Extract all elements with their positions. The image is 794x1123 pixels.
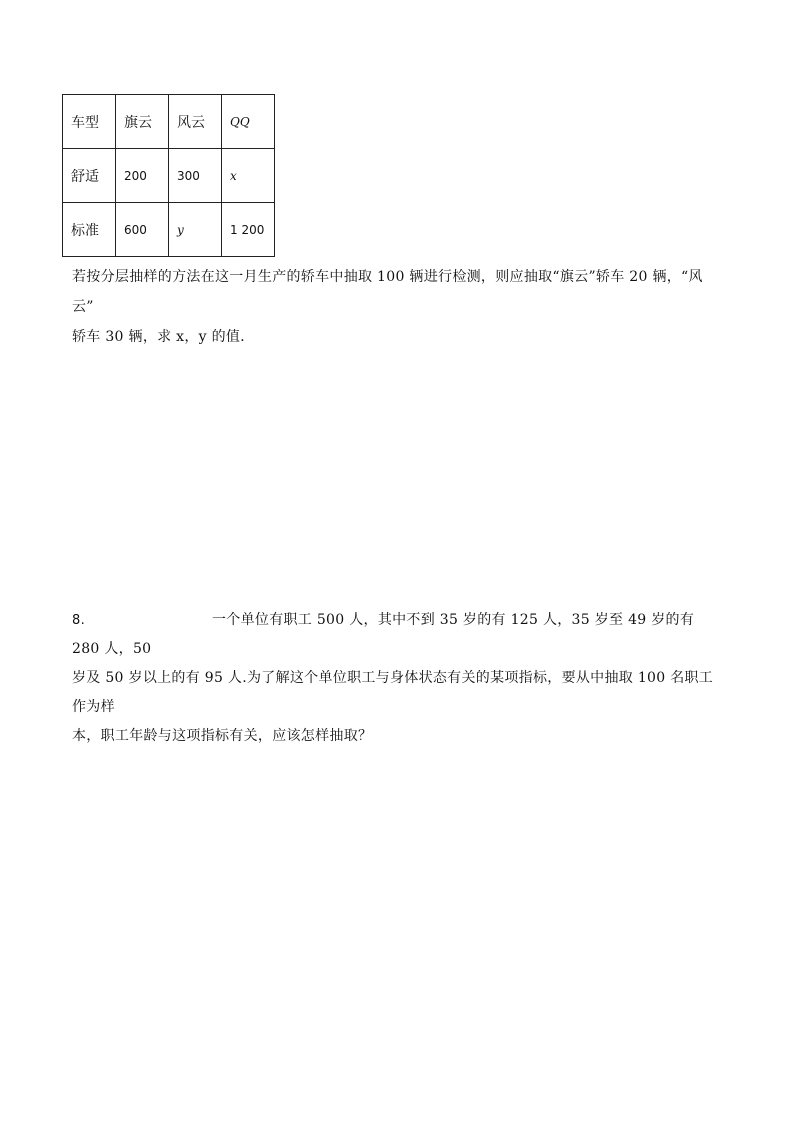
problem-7-line-1: 若按分层抽样的方法在这一月生产的轿车中抽取 100 辆进行检测，则应抽取“旗云”轿车 20 辆，“风云” [72,269,703,315]
car-production-table [62,94,275,257]
problem-7-line-2: 轿车 30 辆，求 x，y 的值． [72,329,255,345]
table-row [63,203,275,257]
table-cell: 车型 [63,95,116,149]
table-cell: x [222,149,275,203]
table-cell: 风云 [169,95,222,149]
table-cell: 1 200 [222,203,275,257]
table-cell: 300 [169,149,222,203]
problem-number: 8. [72,613,86,628]
table-row [63,95,275,149]
table-cell: 600 [116,203,169,257]
problem-8-line-1: 一个单位有职工 500 人，其中不到 35 岁的有 125 人，35 岁至 49 岁的有 280 人，50 [72,612,695,657]
table-cell: 标准 [63,203,116,257]
table-cell: QQ [222,95,275,149]
table-row [63,149,275,203]
table-cell: y [169,203,222,257]
table-cell: 旗云 [116,95,169,149]
problem-8-line-2: 岁及 50 岁以上的有 95 人.为了解这个单位职工与身体状态有关的某项指标，要从中抽取 100 名职工作为样 [72,670,714,715]
table-cell: 舒适 [63,149,116,203]
problem-8-text [72,606,722,751]
problem-7-text [72,262,722,352]
problem-8-line-3: 本，职工年龄与这项指标有关，应该怎样抽取？ [72,728,373,744]
table-cell: 200 [116,149,169,203]
